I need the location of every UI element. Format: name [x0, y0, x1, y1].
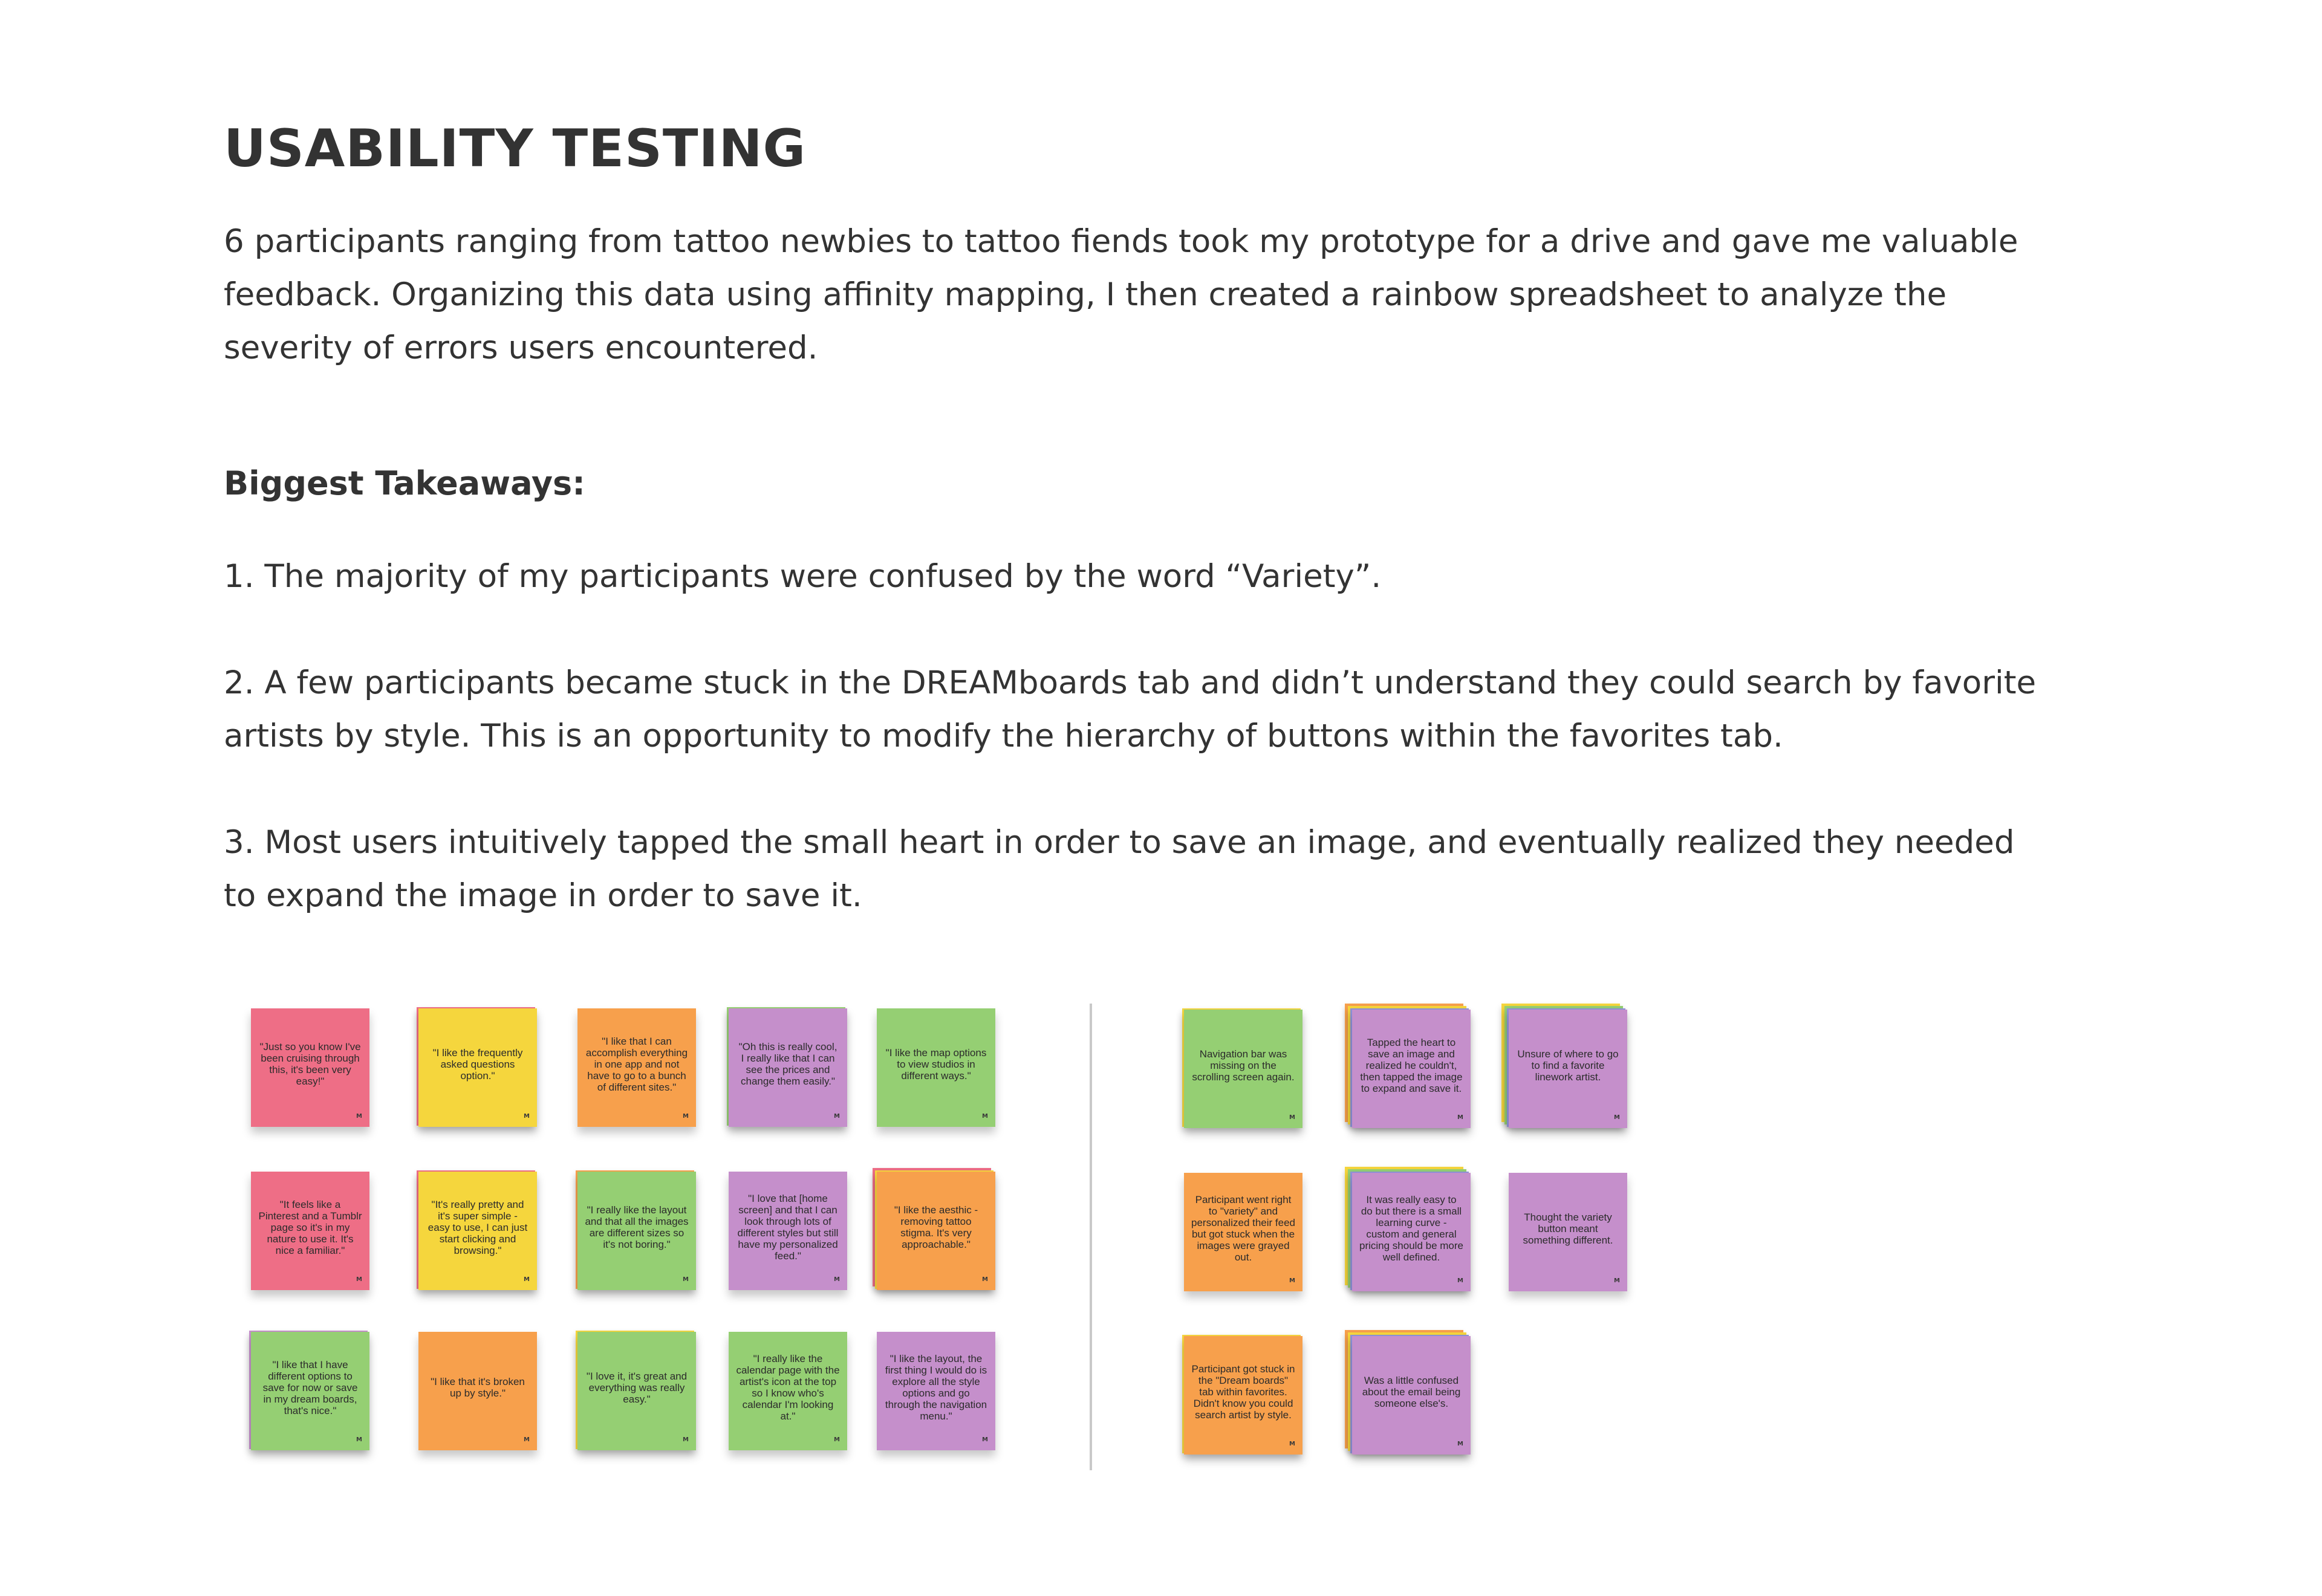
sticky-note-mark: M — [683, 1276, 689, 1283]
positive-note-9 — [729, 1172, 847, 1290]
sticky-note — [577, 1008, 696, 1127]
sticky-note-text: "I like the aesthic - removing tattoo stigma. It's very approachable." — [894, 1204, 978, 1250]
sticky-note-text: Participant went right to "variety" and personalized their feed but got stuck when the images were grayed out. — [1191, 1194, 1296, 1263]
sticky-note-mark: M — [356, 1436, 362, 1443]
sticky-note — [1352, 1173, 1471, 1291]
sticky-note-text: "I love it, it's great and everything was really easy." — [586, 1370, 688, 1405]
sticky-note-mark: M — [524, 1113, 530, 1120]
issue-note-8 — [1352, 1336, 1471, 1455]
sticky-note — [1184, 1173, 1302, 1291]
positive-note-7 — [418, 1172, 537, 1290]
sticky-note-text: "I really like the calendar page with the artist's icon at the top so I know who's calendar I'm looking at." — [736, 1353, 840, 1422]
sticky-note — [729, 1172, 847, 1290]
sticky-note-text: Unsure of where to go to find a favorite linework artist. — [1517, 1048, 1619, 1083]
sticky-note-mark: M — [1289, 1114, 1295, 1121]
sticky-note — [729, 1008, 847, 1127]
sticky-note-text: "I like the frequently asked questions option." — [432, 1046, 523, 1082]
sticky-note-mark: M — [1289, 1441, 1295, 1447]
takeaway-3: 3. Most users intuitively tapped the small heart in order to save an image, and eventually realized they needed to expand the image in order to save it. — [224, 824, 2015, 914]
sticky-note — [1184, 1010, 1302, 1128]
sticky-note — [251, 1172, 369, 1290]
takeaway-2: 2. A few participants became stuck in the DREAMboards tab and didn’t understand they could search by favorite artists by style. This is an opportunity to modify the hierarchy of buttons within the favorites tab. — [224, 664, 2037, 754]
positive-note-15 — [877, 1332, 995, 1450]
sticky-note-mark: M — [982, 1276, 988, 1283]
sticky-note-mark: M — [834, 1436, 840, 1443]
positive-note-5 — [877, 1008, 995, 1127]
sticky-note-mark: M — [982, 1113, 988, 1120]
positive-note-14 — [729, 1332, 847, 1450]
issue-note-6 — [1509, 1173, 1627, 1291]
sticky-note-text: "I like the layout, the first thing I would do is explore all the style options and go through the navigation menu." — [885, 1353, 987, 1422]
sticky-note — [418, 1332, 537, 1450]
sticky-note — [1352, 1336, 1471, 1455]
sticky-note — [577, 1332, 696, 1450]
intro-paragraph: 6 participants ranging from tattoo newbies to tattoo fiends took my prototype for a drive and gave me valuable feedback. Organizing this data using affinity mapping, I then created a rainbow spreadsheet to analyze the severity of errors users encountered. — [224, 223, 2018, 366]
sticky-note-mark: M — [1289, 1277, 1295, 1284]
sticky-note-mark: M — [834, 1276, 840, 1283]
sticky-note — [877, 1172, 995, 1290]
issue-note-5 — [1352, 1173, 1471, 1291]
positive-note-3 — [577, 1008, 696, 1127]
page-title: USABILITY TESTING — [224, 118, 807, 179]
positive-note-12 — [418, 1332, 537, 1450]
sticky-note-text: "I like that it's broken up by style." — [431, 1376, 525, 1399]
sticky-note — [1352, 1010, 1471, 1128]
sticky-note-text: "It feels like a Pinterest and a Tumblr page so it's in my nature to use it. It's nice a familiar." — [258, 1198, 362, 1256]
issue-note-7 — [1184, 1336, 1302, 1455]
sticky-note — [1509, 1010, 1627, 1128]
positive-note-6 — [251, 1172, 369, 1290]
sticky-note-text: "I like that I can accomplish everything in one app and not have to go to a bunch of different sites." — [585, 1035, 688, 1093]
positive-note-13 — [577, 1332, 696, 1450]
sticky-note-text: "Just so you know I've been cruising through this, it's been very easy!" — [259, 1041, 361, 1087]
sticky-note-text: Participant got stuck in the "Dream boards" tab within favorites. Didn't know you could search artist by style. — [1191, 1363, 1295, 1421]
sticky-note-text: It was really easy to do but there is a small learning curve - custom and general pricing should be more well defined. — [1359, 1194, 1463, 1263]
sticky-note — [577, 1172, 696, 1290]
sticky-note — [1509, 1173, 1627, 1291]
issue-note-3 — [1509, 1010, 1627, 1128]
sticky-note-text: "I like that I have different options to save for now or save in my dream boards, that's nice." — [262, 1358, 358, 1416]
sticky-note-mark: M — [1457, 1441, 1463, 1447]
sticky-note — [418, 1008, 537, 1127]
sticky-note — [251, 1008, 369, 1127]
takeaways-heading: Biggest Takeaways: — [224, 464, 585, 502]
sticky-note — [729, 1332, 847, 1450]
sticky-note-mark: M — [524, 1436, 530, 1443]
sticky-note — [1184, 1336, 1302, 1455]
sticky-note-mark: M — [1457, 1114, 1463, 1121]
sticky-note-text: Navigation bar was missing on the scrolling screen again. — [1192, 1048, 1295, 1083]
sticky-note-mark: M — [356, 1113, 362, 1120]
positive-note-11 — [251, 1332, 369, 1450]
positive-note-4 — [729, 1008, 847, 1127]
sticky-note-text: Was a little confused about the email being someone else's. — [1362, 1374, 1461, 1409]
sticky-note — [877, 1332, 995, 1450]
sticky-note-text: Tapped the heart to save an image and realized he couldn't, then tapped the image to expand and save it. — [1360, 1036, 1463, 1094]
sticky-note-mark: M — [356, 1276, 362, 1283]
sticky-note-text: "It's really pretty and it's super simple - easy to use, I can just start clicking and browsing." — [428, 1198, 528, 1256]
positive-note-2 — [418, 1008, 537, 1127]
sticky-note-mark: M — [524, 1276, 530, 1283]
sticky-note-text: "I like the map options to view studios in different ways." — [885, 1046, 987, 1082]
sticky-note — [251, 1332, 369, 1450]
sticky-note-text: "I really like the layout and that all the images are different sizes so it's not boring." — [585, 1204, 689, 1250]
issue-note-1 — [1184, 1010, 1302, 1128]
sticky-note-mark: M — [1614, 1277, 1620, 1284]
sticky-note-text: "Oh this is really cool, I really like that I can see the prices and change them easily." — [738, 1041, 837, 1087]
sticky-note-mark: M — [1457, 1277, 1463, 1284]
sticky-note-text: Thought the variety button meant something different. — [1523, 1211, 1613, 1246]
takeaway-1: 1. The majority of my participants were confused by the word “Variety”. — [224, 558, 1382, 595]
sticky-note-mark: M — [683, 1113, 689, 1120]
positive-note-10 — [877, 1172, 995, 1290]
sticky-note-mark: M — [982, 1436, 988, 1443]
sticky-note — [877, 1008, 995, 1127]
sticky-note-mark: M — [683, 1436, 689, 1443]
sticky-note-text: "I love that [home screen] and that I can look through lots of different styles but still have my personalized feed." — [737, 1193, 839, 1262]
sticky-note — [418, 1172, 537, 1290]
sticky-note-mark: M — [834, 1113, 840, 1120]
positive-note-1 — [251, 1008, 369, 1127]
positive-note-8 — [577, 1172, 696, 1290]
issue-note-4 — [1184, 1173, 1302, 1291]
issue-note-2 — [1352, 1010, 1471, 1128]
board-divider — [1090, 1004, 1092, 1470]
sticky-note-mark: M — [1614, 1114, 1620, 1121]
